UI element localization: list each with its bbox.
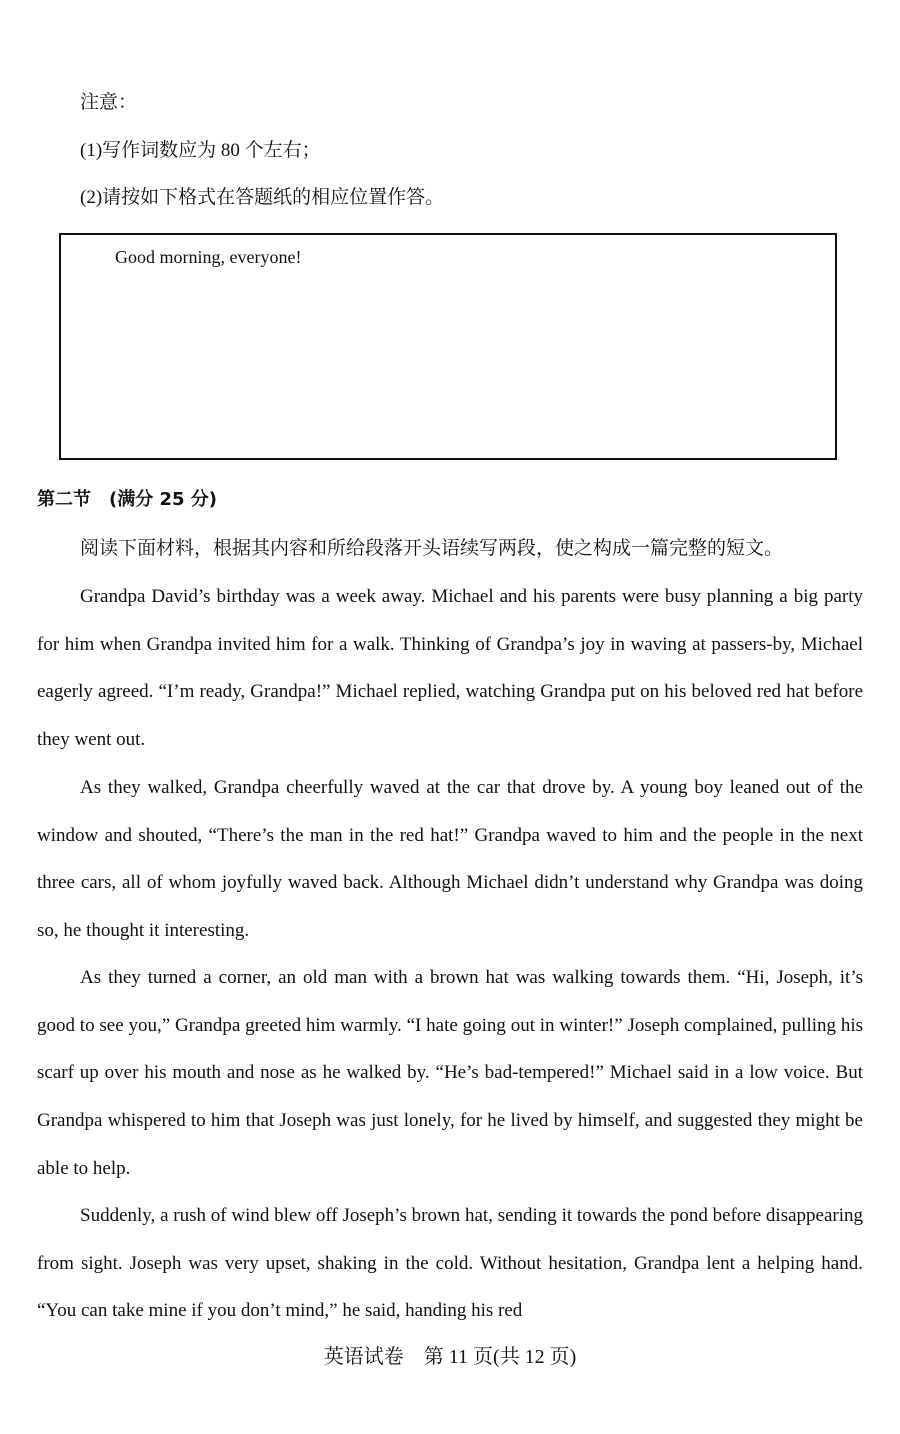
notes-item-1: (1)写作词数应为 80 个左右； bbox=[80, 140, 321, 161]
answer-box bbox=[59, 233, 837, 460]
passage-paragraph-1: Grandpa David’s birthday was a week away. Michael and his parents were busy planning a big party for him when Grandpa invited him for a walk. Thinking of Grandpa’s joy in waving at passers-by, Michael eagerly agreed. “I’m ready, Grandpa!” Michael replied, watching Grandpa put on his beloved red hat before they went out. bbox=[37, 586, 863, 751]
passage-paragraph-4: Suddenly, a rush of wind blew off Joseph’s brown hat, sending it towards the pond before disappearing from sight. Joseph was very upset, shaking in the cold. Without hesitation, Grandpa lent a helping hand. “You can take mine if you don’t mind,” he said, handing his red bbox=[37, 1205, 863, 1322]
section-heading: 第二节 (满分 25 分) bbox=[37, 489, 218, 510]
notes-title: 注意： bbox=[80, 92, 138, 113]
notes-item-2: (2)请按如下格式在答题纸的相应位置作答。 bbox=[80, 187, 445, 208]
section-instruction: 阅读下面材料，根据其内容和所给段落开头语续写两段，使之构成一篇完整的短文。 bbox=[80, 538, 784, 559]
answer-box-opening: Good morning, everyone! bbox=[115, 247, 302, 267]
page-footer: 英语试卷 第 11 页(共 12 页) bbox=[323, 1346, 577, 1368]
passage-paragraph-2: As they walked, Grandpa cheerfully waved at the car that drove by. A young boy leaned out of the window and shouted, “There’s the man in the red hat!” Grandpa waved to him and the people in the next three cars, all of whom joyfully waved back. Although Michael didn’t understand why Grandpa was doing so, he thought it interesting. bbox=[37, 777, 863, 942]
passage-paragraph-3: As they turned a corner, an old man with a brown hat was walking towards them. “Hi, Joseph, it’s good to see you,” Grandpa greeted him warmly. “I hate going out in winter!” Joseph complained, pulling his scarf up over his mouth and nose as he walked by. “He’s bad-tempered!” Michael said in a low voice. But Grandpa whispered to him that Joseph was just lonely, for he lived by himself, and suggested they might be able to help. bbox=[37, 967, 863, 1179]
